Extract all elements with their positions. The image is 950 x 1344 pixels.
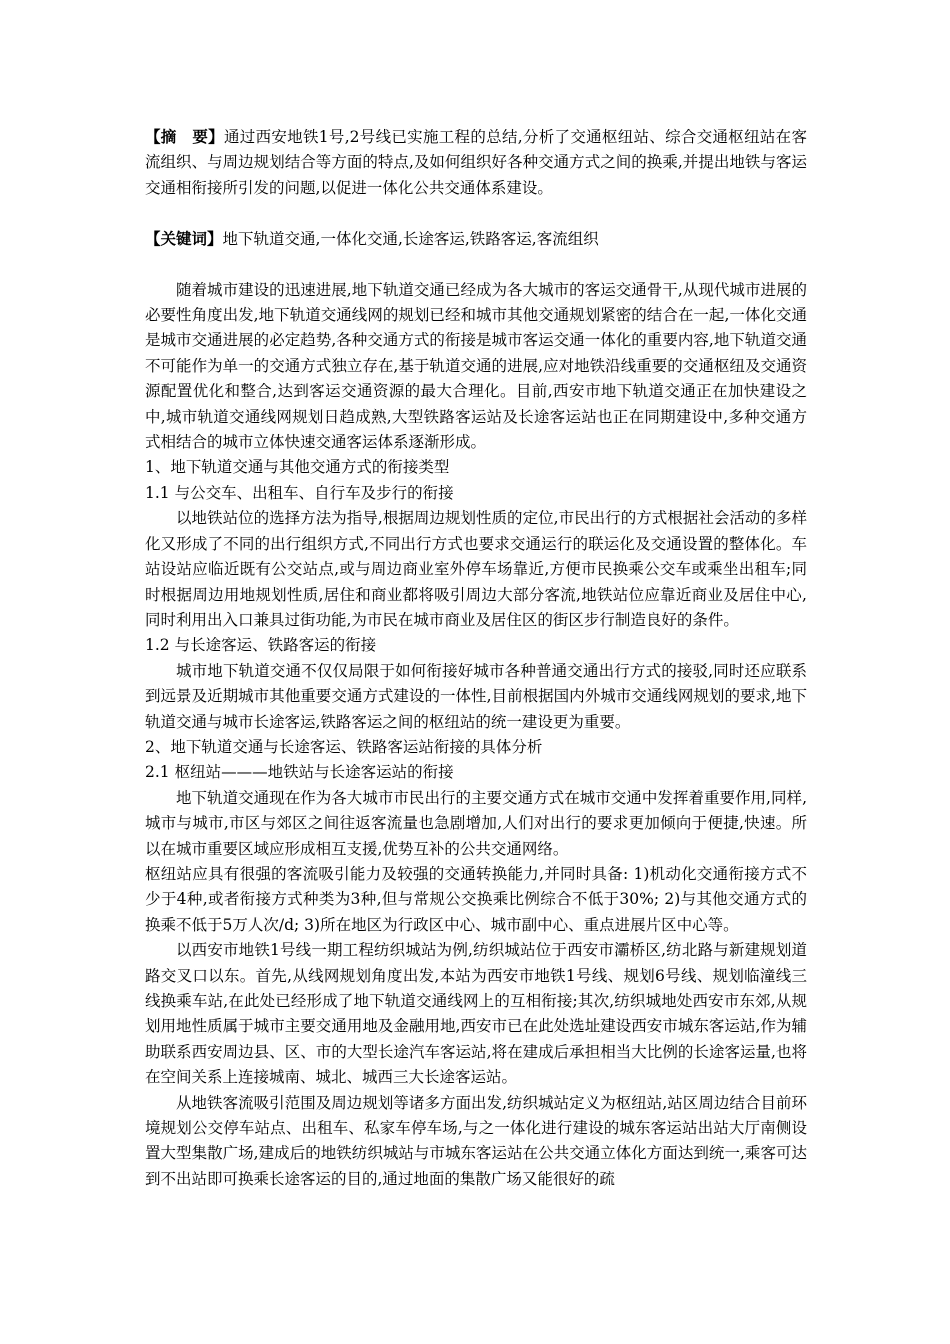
abstract [145,124,807,201]
paragraph-2-1a: 地下轨道交通现在作为各大城市市民出行的主要交通方式在城市交通中发挥着重要作用,同样,城市与城市,市区与郊区之间往返客流量也急剧增加,人们对出行的要求更加倾向于便捷,快速。所以在城市重要区域应形成相互支援,优势互补的公共交通网络。 [145,788,807,858]
keywords-text: 地下轨道交通,一体化交通,长途客运,铁路客运,客流组织 [222,230,599,249]
document-page [145,124,807,1192]
section-heading-2: 2、地下轨道交通与长途客运、铁路客运站衔接的具体分析 [145,737,543,756]
intro-paragraph: 随着城市建设的迅速进展,地下轨道交通已经成为各大城市的客运交通骨干,从现代城市进展的必要性角度出发,地下轨道交通线网的规划已经和城市其他交通规划紧密的结合在一起,一体化交通是城市交通进展的必定趋势,各种交通方式的衔接是城市客运交通一体化的重要内容,地下轨道交通不可能作为单一的交通方式独立存在,基于轨道交通的进展,应对地铁沿线重要的交通枢纽及交通资源配置优化和整合,达到客运交通资源的最大合理化。目前,西安市地下轨道交通正在加快建设之中,城市轨道交通线网规划日趋成熟,大型铁路客运站及长途客运站也正在同期建设中,多种交通方式相结合的城市立体快速交通客运体系逐渐形成。 [145,280,807,452]
paragraph-1-2: 城市地下轨道交通不仅仅局限于如何衔接好城市各种普通交通出行方式的接驳,同时还应联系到远景及近期城市其他重要交通方式建设的一体性,目前根据国内外城市交通线网规划的要求,地下轨道交通与城市长途客运,铁路客运之间的枢纽站的统一建设更为重要。 [145,661,807,731]
subsection-heading-1-2: 1.2 与长途客运、铁路客运的衔接 [145,636,377,655]
abstract-text: 通过西安地铁1号,2号线已实施工程的总结,分析了交通枢纽站、综合交通枢纽站在客流组织、与周边规划结合等方面的特点,及如何组织好各种交通方式之间的换乘,并提出地铁与客运交通相衔接所引发的问题,以促进一体化公共交通体系建设。 [145,128,807,197]
subsection-heading-2-1: 2.1 枢纽站———地铁站与长途客运站的衔接 [145,763,454,782]
paragraph-2-1b: 枢纽站应具有很强的客流吸引能力及较强的交通转换能力,并同时具备: 1)机动化交通衔接方式不少于4种,或者衔接方式种类为3种,但与常规公交换乘比例综合不低于30%; 2)与其他交通方式的换乘不低于5万人次/d; 3)所在地区为行政区中心、城市副中心、重点进展片区中心等。 [145,864,807,934]
paragraph-1-1: 以地铁站位的选择方法为指导,根据周边规划性质的定位,市民出行的方式根据社会活动的多样化又形成了不同的出行组织方式,不同出行方式也要求交通运行的联运化及交通设置的整体化。车站设站应临近既有公交站点,或与周边商业室外停车场靠近,方便市民换乘公交车或乘坐出租车;同时根据周边用地规划性质,居住和商业都将吸引周边大部分客流,地铁站位应靠近商业及居住中心,同时利用出入口兼具过街功能,为市民在城市商业及居住区的街区步行制造良好的条件。 [145,509,807,629]
paragraph-2-1d: 从地铁客流吸引范围及周边规划等诸多方面出发,纺织城站定义为枢纽站,站区周边结合目前环境规划公交停车站点、出租车、私家车停车场,与之一体化进行建设的城东客运站出站大厅南侧设置大型集散广场,建成后的地铁纺织城站与市城东客运站在公共交通立体化方面达到统一,乘客可达到不出站即可换乘长途客运的目的,通过地面的集散广场又能很好的疏 [145,1093,807,1188]
paragraph-2-1c: 以西安市地铁1号线一期工程纺织城站为例,纺织城站位于西安市灞桥区,纺北路与新建规划道路交叉口以东。首先,从线网规划角度出发,本站为西安市地铁1号线、规划6号线、规划临潼线三线换乘车站,在此处已经形成了地下轨道交通线网上的互相衔接;其次,纺织城地处西安市东郊,从规划用地性质属于城市主要交通用地及金融用地,西安市已在此处选址建设西安市城东客运站,作为辅助联系西安周边县、区、市的大型长途汽车客运站,将在建成后承担相当大比例的长途客运量,也将在空间关系上连接城南、城北、城西三大长途客运站。 [145,941,807,1087]
subsection-heading-1-1: 1.1 与公交车、出租车、自行车及步行的衔接 [145,483,454,502]
abstract-label: 【摘 要】 [145,127,224,146]
section-heading-1: 1、地下轨道交通与其他交通方式的衔接类型 [145,458,450,477]
keywords-label: 【关键词】 [145,229,223,249]
keywords [145,226,807,252]
